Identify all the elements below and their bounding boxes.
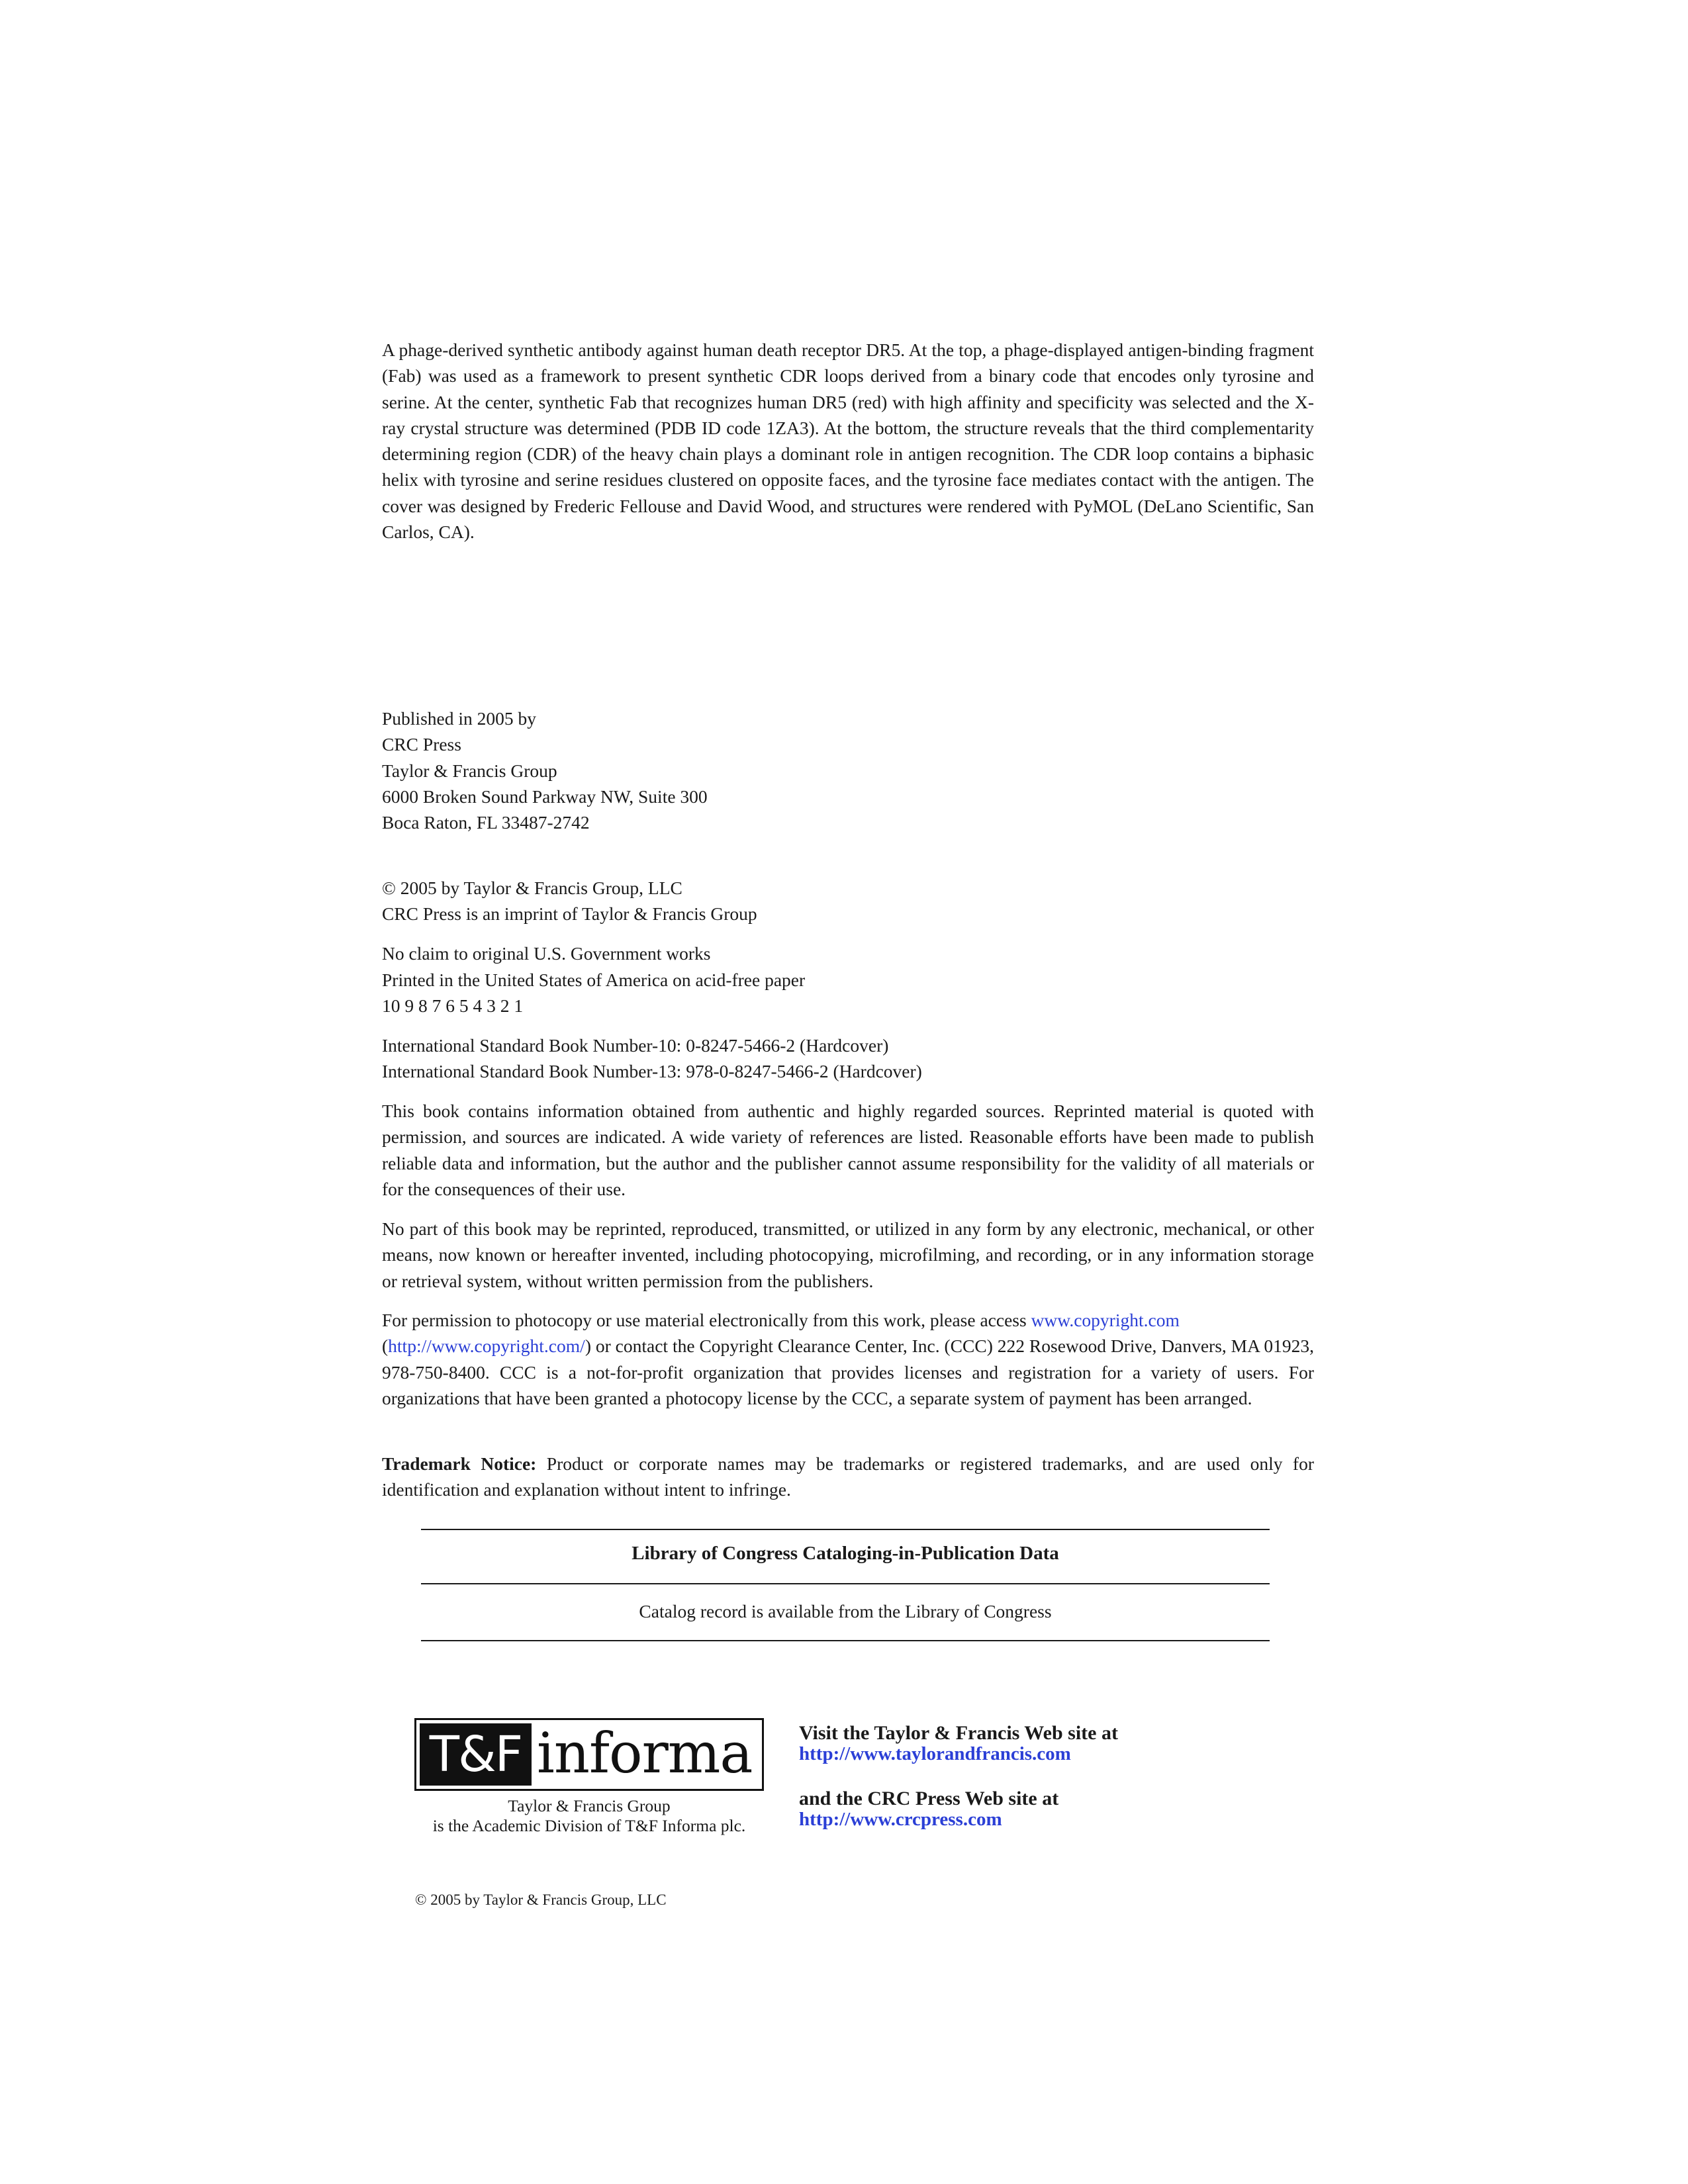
tf-website-link[interactable]: http://www.taylorandfrancis.com — [799, 1743, 1071, 1764]
sources-notice: This book contains information obtained from authentic and highly regarded sources. Reprinted material is quoted with permission, and sources are indicated. A wide variety of references are listed. Reasonable efforts have been made to publish reliable data and information, but the author and the publisher cannot assume responsibility for the validity of all materials or for the consequences of their use. — [382, 1101, 1314, 1199]
printing-number-line: 10 9 8 7 6 5 4 3 2 1 — [382, 995, 524, 1016]
footer-copyright: © 2005 by Taylor & Francis Group, LLC — [415, 1891, 667, 1908]
publisher-city: Boca Raton, FL 33487-2742 — [382, 812, 590, 833]
tf-website-label: Visit the Taylor & Francis Web site at — [799, 1722, 1118, 1744]
copyright-line: © 2005 by Taylor & Francis Group, LLC — [382, 878, 682, 898]
isbn-13: International Standard Book Number-13: 978-0-8247-5466-2 (Hardcover) — [382, 1061, 922, 1081]
reproduction-notice: No part of this book may be reprinted, reproduced, transmitted, or utilized in any form by any electronic, mechanical, or other means, now known or hereafter invented, including photocopying, microfilming, and recording, or in any information storage or retrieval system, without written permission from the publishers. — [382, 1218, 1314, 1291]
publisher-street: 6000 Broken Sound Parkway NW, Suite 300 — [382, 786, 708, 807]
published-line: Published in 2005 by — [382, 708, 536, 729]
informa-wordmark: informa — [537, 1721, 753, 1786]
cip-heading: Library of Congress Cataloging-in-Publication Data — [632, 1543, 1059, 1564]
trademark-text: Product or corporate names may be trademarks or registered trademarks, and are used only for identification and explanation without intent to infringe. — [382, 1453, 1314, 1500]
trademark-notice — [382, 1451, 1314, 1503]
publisher-name: CRC Press — [382, 734, 461, 754]
crc-website-link[interactable]: http://www.crcpress.com — [799, 1809, 1002, 1830]
cip-bottom-rule — [421, 1640, 1270, 1641]
isbn-10: International Standard Book Number-10: 0-8247-5466-2 (Hardcover) — [382, 1035, 889, 1056]
cip-record: Catalog record is available from the Library of Congress — [639, 1601, 1052, 1621]
printed-line: Printed in the United States of America on acid-free paper — [382, 970, 806, 990]
logo-caption-line2: is the Academic Division of T&F Informa plc. — [432, 1816, 746, 1835]
imprint-line: CRC Press is an imprint of Taylor & Francis Group — [382, 903, 757, 924]
cip-middle-rule — [421, 1583, 1270, 1584]
trademark-label: Trademark Notice: — [382, 1453, 537, 1474]
tf-informa-logo — [414, 1718, 764, 1791]
permission-notice — [382, 1307, 1314, 1411]
permission-paren-open: ( — [382, 1336, 389, 1357]
publisher-group: Taylor & Francis Group — [382, 760, 557, 781]
permission-text-after: ) or contact the Copyright Clearance Center, Inc. (CCC) 222 Rosewood Drive, Danvers, MA 01923, 978-750-8400. CCC is a not-for-profit organization that provides licenses and registration for a variety of users. For organizations that have been granted a photocopy license by the CCC, a separate system of payment has been arranged. — [382, 1336, 1314, 1408]
cip-top-rule — [421, 1529, 1270, 1530]
logo-caption-line1: Taylor & Francis Group — [508, 1796, 671, 1815]
copyright-url-link[interactable]: http://www.copyright.com/ — [388, 1336, 585, 1357]
tf-logo-mark: T&F — [420, 1723, 532, 1786]
cover-description: A phage-derived synthetic antibody against human death receptor DR5. At the top, a phage-displayed antigen-binding fragment (Fab) was used as a framework to present synthetic CDR loops derived from a binary code that encodes only tyrosine and serine. At the center, synthetic Fab that recognizes human DR5 (red) with high affinity and specificity was selected and the X-ray crystal structure was determined (PDB ID code 1ZA3). At the bottom, the structure reveals that the third complementarity determining region (CDR) of the heavy chain plays a dominant role in antigen recognition. The CDR loop contains a biphasic helix with tyrosine and serine residues clustered on opposite faces, and the tyrosine face mediates contact with the antigen. The cover was designed by Frederic Fellouse and David Wood, and structures were rendered with PyMOL (DeLano Scientific, San Carlos, CA). — [382, 340, 1314, 543]
crc-website-label: and the CRC Press Web site at — [799, 1788, 1059, 1809]
permission-text-before: For permission to photocopy or use material electronically from this work, please access — [382, 1310, 1031, 1330]
no-claim-line: No claim to original U.S. Government works — [382, 943, 711, 964]
copyright-link[interactable]: www.copyright.com — [1031, 1310, 1180, 1330]
